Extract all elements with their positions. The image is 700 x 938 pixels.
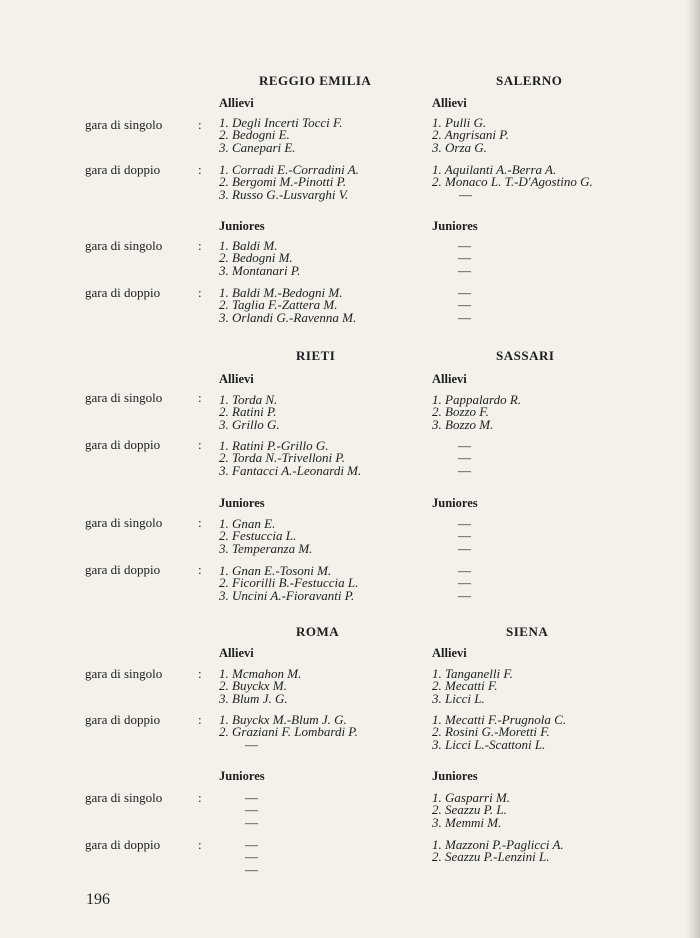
- dash-entry: —: [458, 438, 471, 453]
- result-entry: 2. Festuccia L.: [219, 528, 297, 544]
- result-entry: 1. Pappalardo R.: [432, 392, 522, 407]
- results-list-right: [432, 164, 593, 201]
- results-list-right: [458, 440, 471, 477]
- result-entry: 3. Grillo G.: [219, 416, 280, 432]
- dash-entry: —: [245, 736, 258, 752]
- result-entry: 2. Buyckx M.: [219, 678, 287, 694]
- category-heading-right: Allievi: [432, 372, 467, 386]
- dash-entry: —: [458, 528, 471, 544]
- dash-entry: —: [458, 575, 471, 591]
- category-heading-left: Allievi: [219, 96, 254, 110]
- city-heading-left: RIETI: [296, 348, 336, 363]
- result-entry: 3. Montanari P.: [219, 262, 301, 278]
- results-list-right: [458, 565, 471, 602]
- results-list-left: [219, 164, 359, 201]
- result-entry: 1. Baldi M.-Bedogni M.: [219, 285, 343, 300]
- event-label: gara di singolo: [85, 390, 163, 405]
- event-colon: :: [198, 712, 202, 727]
- dash-entry: —: [245, 849, 258, 865]
- result-entry: 1. Degli Incerti Tocci F.: [219, 115, 343, 130]
- event-colon: :: [198, 515, 202, 530]
- event-label: gara di doppio: [85, 837, 161, 852]
- event-colon: :: [198, 285, 202, 300]
- results-list-right: [432, 839, 564, 864]
- event-colon: :: [198, 238, 202, 253]
- city-heading-right: SASSARI: [496, 348, 555, 363]
- category-heading-right: Juniores: [432, 769, 478, 783]
- dash-entry: —: [458, 563, 471, 578]
- dash-entry: —: [245, 814, 258, 830]
- result-entry: 2. Taglia F.-Zattera M.: [219, 297, 338, 313]
- results-list-left: [219, 668, 301, 705]
- results-list-right: [458, 240, 471, 277]
- result-entry: 2. Monaco L. T.-D'Agostino G.: [432, 174, 593, 190]
- category-heading-right: Juniores: [432, 219, 478, 233]
- event-label: gara di doppio: [85, 712, 161, 727]
- result-entry: 1. Corradi E.-Corradini A.: [219, 162, 359, 177]
- event-label: gara di singolo: [85, 790, 163, 805]
- category-heading-right: Allievi: [432, 646, 467, 660]
- dash-entry: —: [459, 186, 472, 202]
- result-entry: 1. Baldi M.: [219, 238, 278, 253]
- event-colon: :: [198, 437, 202, 452]
- result-entry: 2. Seazzu P.-Lenzini L.: [432, 849, 550, 865]
- event-label: gara di singolo: [85, 117, 163, 132]
- dash-entry: —: [458, 450, 471, 466]
- result-entry: 1. Gnan E.-Tosoni M.: [219, 563, 332, 578]
- result-entry: 3. Orza G.: [432, 139, 487, 155]
- city-heading-left: REGGIO EMILIA: [259, 73, 372, 88]
- result-entry: 2. Bedogni M.: [219, 250, 293, 266]
- category-heading-left: Allievi: [219, 372, 254, 386]
- result-entry: 1. Aquilanti A.-Berra A.: [432, 162, 557, 177]
- event-label: gara di doppio: [85, 285, 161, 300]
- city-heading-right: SALERNO: [496, 73, 563, 88]
- result-entry: 1. Pulli G.: [432, 115, 487, 130]
- result-entry: 3. Canepari E.: [219, 139, 296, 155]
- event-label: gara di doppio: [85, 437, 161, 452]
- dash-entry: —: [458, 262, 471, 278]
- event-colon: :: [198, 790, 202, 805]
- results-list-left: [219, 394, 280, 431]
- results-list-left: [245, 839, 258, 876]
- results-list-right: [458, 287, 471, 324]
- event-label: gara di singolo: [85, 515, 163, 530]
- result-entry: 1. Gnan E.: [219, 516, 276, 531]
- dash-entry: —: [458, 540, 471, 556]
- results-list-right: [432, 714, 566, 751]
- dash-entry: —: [245, 861, 258, 877]
- event-label: gara di singolo: [85, 238, 163, 253]
- page-edge-shadow: [686, 0, 700, 938]
- event-label: gara di singolo: [85, 666, 163, 681]
- result-entry: 3. Memmi M.: [432, 814, 502, 830]
- result-entry: 3. Licci L.-Scattoni L.: [432, 736, 546, 752]
- result-entry: 3. Blum J. G.: [219, 690, 288, 706]
- results-list-left: [219, 240, 300, 277]
- result-entry: 3. Fantacci A.-Leonardi M.: [219, 462, 362, 478]
- result-entry: 1. Torda N.: [219, 392, 278, 407]
- dash-entry: —: [458, 516, 471, 531]
- result-entry: 2. Ratini P.: [219, 404, 277, 420]
- dash-entry: —: [458, 297, 471, 313]
- result-entry: 1. Ratini P.-Grillo G.: [219, 438, 329, 453]
- category-heading-left: Juniores: [219, 219, 265, 233]
- result-entry: 1. Tanganelli F.: [432, 666, 513, 681]
- category-heading-left: Juniores: [219, 769, 265, 783]
- result-entry: 1. Mecatti F.-Prugnola C.: [432, 712, 567, 727]
- result-entry: 3. Uncini A.-Fioravanti P.: [219, 587, 355, 603]
- results-list-left: [219, 287, 356, 324]
- dash-entry: —: [245, 837, 258, 852]
- result-entry: 2. Torda N.-Trivelloni P.: [219, 450, 345, 466]
- result-entry: 2. Ficorilli B.-Festuccia L.: [219, 575, 359, 591]
- category-heading-left: Juniores: [219, 496, 265, 510]
- category-heading-right: Juniores: [432, 496, 478, 510]
- event-label: gara di doppio: [85, 162, 161, 177]
- event-colon: :: [198, 162, 202, 177]
- city-heading-left: ROMA: [296, 624, 340, 639]
- result-entry: 2. Angrisani P.: [432, 127, 509, 143]
- result-entry: 2. Mecatti F.: [432, 678, 498, 694]
- results-list-right: [458, 518, 471, 555]
- dash-entry: —: [245, 790, 258, 805]
- results-list-left: [219, 565, 358, 602]
- result-entry: 2. Seazzu P. L.: [432, 802, 507, 818]
- dash-entry: —: [458, 309, 471, 325]
- results-list-left: [245, 792, 258, 829]
- event-colon: :: [198, 117, 202, 132]
- event-label: gara di doppio: [85, 562, 161, 577]
- result-entry: 2. Rosini G.-Moretti F.: [432, 724, 550, 740]
- dash-entry: —: [458, 587, 471, 603]
- page-number: 196: [86, 891, 110, 908]
- result-entry: 3. Licci L.: [432, 690, 485, 706]
- event-colon: :: [198, 390, 202, 405]
- result-entry: 3. Russo G.-Lusvarghi V.: [219, 186, 349, 202]
- dash-entry: —: [458, 285, 471, 300]
- result-entry: 2. Bozzo F.: [432, 404, 489, 420]
- result-entry: 3. Orlandi G.-Ravenna M.: [219, 309, 357, 325]
- category-heading-right: Allievi: [432, 96, 467, 110]
- event-colon: :: [198, 666, 202, 681]
- category-heading-left: Allievi: [219, 646, 254, 660]
- results-list-right: [432, 792, 510, 829]
- result-entry: 3. Bozzo M.: [432, 416, 494, 432]
- results-list-right: [432, 394, 521, 431]
- result-entry: 2. Bedogni E.: [219, 127, 290, 143]
- results-list-right: [432, 117, 509, 154]
- result-entry: 2. Bergomi M.-Pinotti P.: [219, 174, 347, 190]
- dash-entry: —: [245, 802, 258, 818]
- result-entry: 1. Buyckx M.-Blum J. G.: [219, 712, 347, 727]
- event-colon: :: [198, 837, 202, 852]
- dash-entry: —: [458, 238, 471, 253]
- results-list-left: [219, 518, 312, 555]
- results-list-right: [432, 668, 513, 705]
- result-entry: 1. Mcmahon M.: [219, 666, 302, 681]
- result-entry: 1. Mazzoni P.-Paglicci A.: [432, 837, 564, 852]
- dash-entry: —: [458, 250, 471, 266]
- results-list-left: [219, 714, 358, 751]
- dash-entry: —: [458, 462, 471, 478]
- city-heading-right: SIENA: [506, 624, 549, 639]
- event-colon: :: [198, 562, 202, 577]
- result-entry: 2. Graziani F. Lombardi P.: [219, 724, 358, 740]
- results-list-left: [219, 440, 361, 477]
- result-entry: 3. Temperanza M.: [219, 540, 313, 556]
- result-entry: 1. Gasparri M.: [432, 790, 511, 805]
- results-list-left: [219, 117, 343, 154]
